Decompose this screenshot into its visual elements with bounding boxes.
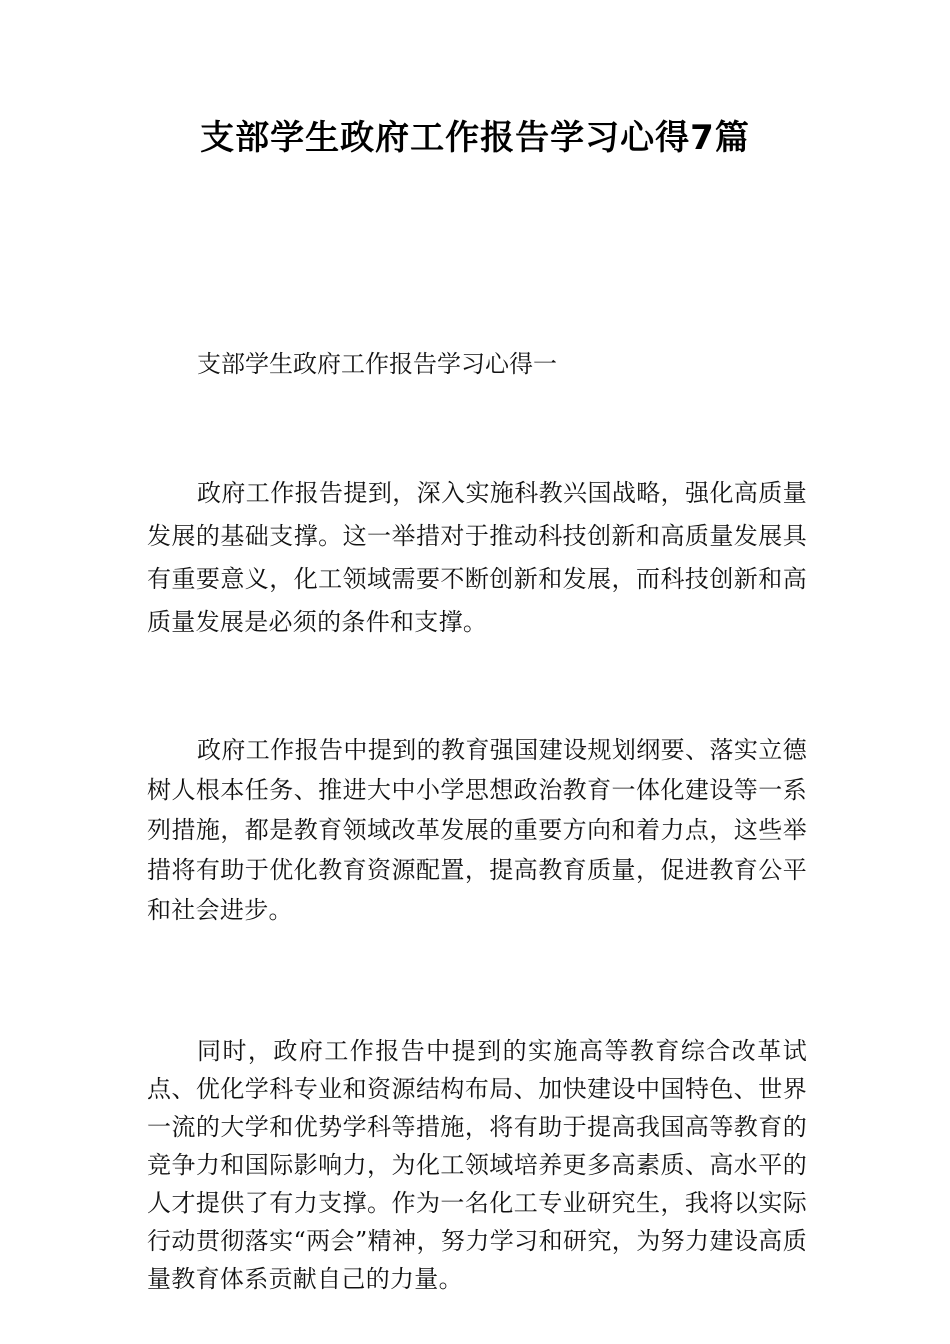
paragraph-1: 政府工作报告提到，深入实施科教兴国战略，强化高质量发展的基础支撑。这一举措对于推动科技创新和高质量发展具有重要意义，化工领域需要不断创新和发展，而科技创新和高质量发展是必须的条件和支撑。 <box>147 479 807 636</box>
section-heading: 支部学生政府工作报告学习心得一 <box>197 350 557 378</box>
paragraph-3: 同时，政府工作报告中提到的实施高等教育综合改革试点、优化学科专业和资源结构布局、加快建设中国特色、世界一流的大学和优势学科等措施，将有助于提高我国高等教育的竞争力和国际影响力，为化工领域培养更多高素质、高水平的人才提供了有力支撑。作为一名化工专业研究生，我将以实际行动贯彻落实“两会”精神，努力学习和研究，为努力建设高质量教育体系贡献自己的力量。 <box>147 1037 807 1293</box>
document-title: 支部学生政府工作报告学习心得7篇 <box>200 118 750 158</box>
paragraph-2: 政府工作报告中提到的教育强国建设规划纲要、落实立德树人根本任务、推进大中小学思想政治教育一体化建设等一系列措施，都是教育领域改革发展的重要方向和着力点，这些举措将有助于优化教育资源配置，提高教育质量，促进教育公平和社会进步。 <box>147 736 807 924</box>
